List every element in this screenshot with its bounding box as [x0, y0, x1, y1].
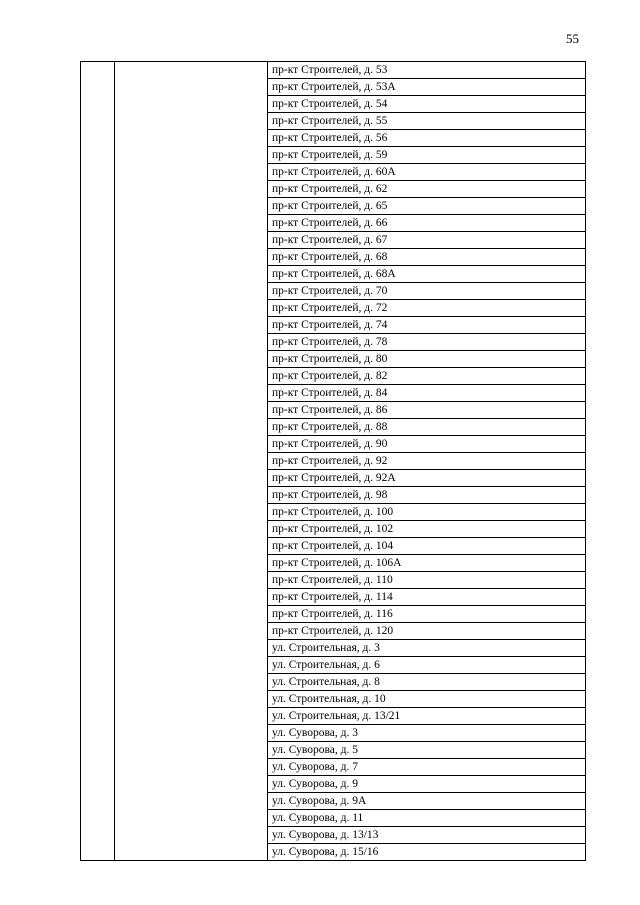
- address-cell: пр-кт Строителей, д. 98: [268, 487, 586, 504]
- address-cell: пр-кт Строителей, д. 100: [268, 504, 586, 521]
- address-cell: ул. Суворова, д. 15/16: [268, 844, 586, 861]
- address-cell: ул. Суворова, д. 7: [268, 759, 586, 776]
- address-cell: пр-кт Строителей, д. 60А: [268, 164, 586, 181]
- address-cell: ул. Строительная, д. 3: [268, 640, 586, 657]
- address-cell: пр-кт Строителей, д. 104: [268, 538, 586, 555]
- address-cell: пр-кт Строителей, д. 110: [268, 572, 586, 589]
- address-cell: пр-кт Строителей, д. 74: [268, 317, 586, 334]
- page-number: 55: [566, 31, 579, 46]
- address-cell: ул. Суворова, д. 13/13: [268, 827, 586, 844]
- address-cell: пр-кт Строителей, д. 66: [268, 215, 586, 232]
- address-cell: ул. Строительная, д. 10: [268, 691, 586, 708]
- address-cell: ул. Суворова, д. 5: [268, 742, 586, 759]
- address-cell: пр-кт Строителей, д. 59: [268, 147, 586, 164]
- category-column-cell: [115, 62, 268, 861]
- address-table-body: [81, 62, 586, 861]
- address-cell: пр-кт Строителей, д. 56: [268, 130, 586, 147]
- address-cell: пр-кт Строителей, д. 54: [268, 96, 586, 113]
- address-cell: ул. Суворова, д. 3: [268, 725, 586, 742]
- address-cell: ул. Суворова, д. 11: [268, 810, 586, 827]
- address-cell: пр-кт Строителей, д. 92: [268, 453, 586, 470]
- address-cell: ул. Суворова, д. 9: [268, 776, 586, 793]
- address-cell: ул. Строительная, д. 6: [268, 657, 586, 674]
- address-cell: ул. Суворова, д. 9А: [268, 793, 586, 810]
- address-cell: пр-кт Строителей, д. 120: [268, 623, 586, 640]
- address-cell: пр-кт Строителей, д. 88: [268, 419, 586, 436]
- address-cell: пр-кт Строителей, д. 84: [268, 385, 586, 402]
- address-cell: пр-кт Строителей, д. 92А: [268, 470, 586, 487]
- address-cell: пр-кт Строителей, д. 114: [268, 589, 586, 606]
- address-cell: пр-кт Строителей, д. 106А: [268, 555, 586, 572]
- address-cell: пр-кт Строителей, д. 53: [268, 62, 586, 79]
- address-cell: пр-кт Строителей, д. 82: [268, 368, 586, 385]
- address-cell: пр-кт Строителей, д. 53А: [268, 79, 586, 96]
- address-cell: пр-кт Строителей, д. 62: [268, 181, 586, 198]
- address-cell: ул. Строительная, д. 13/21: [268, 708, 586, 725]
- table-row: [81, 62, 586, 79]
- address-cell: пр-кт Строителей, д. 65: [268, 198, 586, 215]
- address-cell: пр-кт Строителей, д. 72: [268, 300, 586, 317]
- address-cell: пр-кт Строителей, д. 102: [268, 521, 586, 538]
- number-column-cell: [81, 62, 115, 861]
- address-cell: пр-кт Строителей, д. 86: [268, 402, 586, 419]
- address-cell: пр-кт Строителей, д. 67: [268, 232, 586, 249]
- address-cell: ул. Строительная, д. 8: [268, 674, 586, 691]
- address-cell: пр-кт Строителей, д. 116: [268, 606, 586, 623]
- address-cell: пр-кт Строителей, д. 68А: [268, 266, 586, 283]
- address-table: [80, 61, 586, 861]
- address-cell: пр-кт Строителей, д. 70: [268, 283, 586, 300]
- address-cell: пр-кт Строителей, д. 55: [268, 113, 586, 130]
- address-cell: пр-кт Строителей, д. 68: [268, 249, 586, 266]
- address-cell: пр-кт Строителей, д. 78: [268, 334, 586, 351]
- address-cell: пр-кт Строителей, д. 90: [268, 436, 586, 453]
- address-cell: пр-кт Строителей, д. 80: [268, 351, 586, 368]
